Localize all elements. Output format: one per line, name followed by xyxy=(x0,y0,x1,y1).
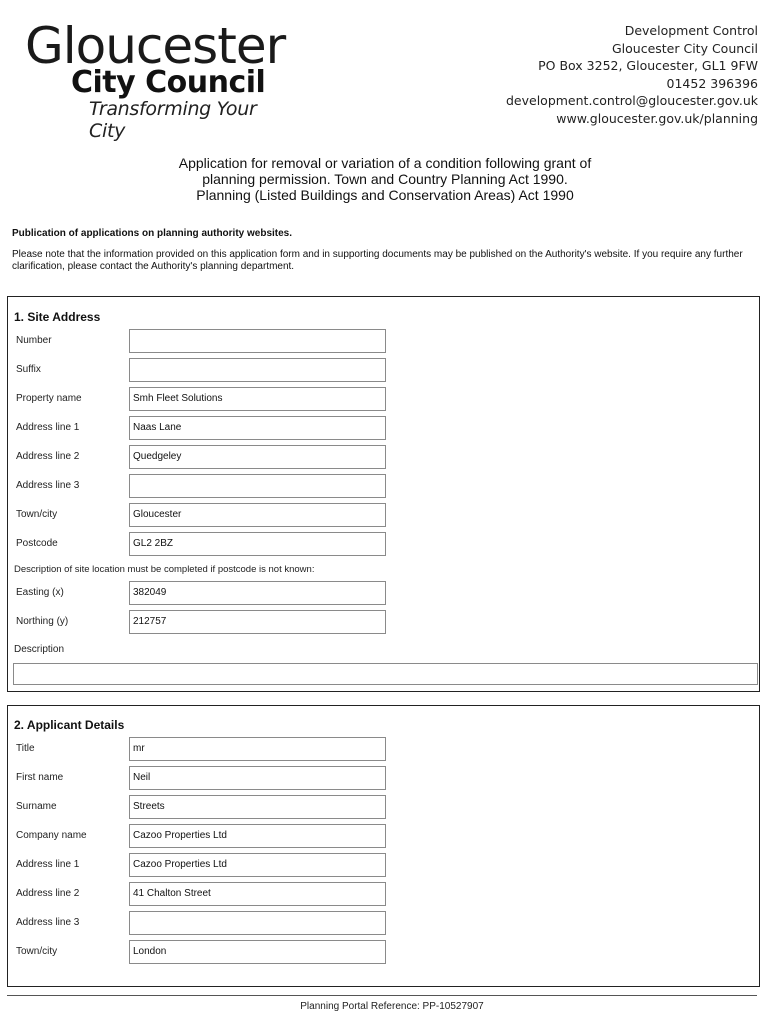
publication-note: Please note that the information provided on this application form and in supporting documents may be published on the Authority's website. If you require any further clarification, please contact the Authority's planning department. xyxy=(12,249,743,272)
surname-input[interactable]: Streets xyxy=(129,795,386,819)
property-name-input[interactable]: Smh Fleet Solutions xyxy=(129,387,386,411)
field-label: Northing (y) xyxy=(16,616,69,627)
field-label: Address line 1 xyxy=(16,422,80,433)
northing-input[interactable]: 212757 xyxy=(129,610,386,634)
company-name-input[interactable]: Cazoo Properties Ltd xyxy=(129,824,386,848)
field-label: Company name xyxy=(16,830,87,841)
section-title: 1. Site Address xyxy=(14,310,101,324)
address-line-2-input[interactable]: 41 Chalton Street xyxy=(129,882,386,906)
field-row-address-line-2 xyxy=(16,445,396,471)
field-row-town-city xyxy=(16,503,396,529)
field-label: Address line 3 xyxy=(16,917,80,928)
title-input[interactable]: mr xyxy=(129,737,386,761)
portal-reference: Planning Portal Reference: PP-10527907 xyxy=(300,1001,484,1012)
field-row-first-name xyxy=(16,766,396,792)
address-line-2-input[interactable]: Quedgeley xyxy=(129,445,386,469)
field-label: Address line 1 xyxy=(16,859,80,870)
number-input[interactable] xyxy=(129,329,386,353)
contact-address: PO Box 3252, Gloucester, GL1 9FW xyxy=(538,58,758,73)
field-label: Easting (x) xyxy=(16,587,64,598)
field-label: Town/city xyxy=(16,946,58,957)
field-row-town-city xyxy=(16,940,396,966)
address-line-1-input[interactable]: Cazoo Properties Ltd xyxy=(129,853,386,877)
field-label: First name xyxy=(16,772,64,783)
field-row-address-line-3 xyxy=(16,474,396,500)
field-row-address-line-2 xyxy=(16,882,396,908)
field-label: Address line 2 xyxy=(16,451,80,462)
contact-email: development.control@gloucester.gov.uk xyxy=(505,93,758,108)
field-row-postcode xyxy=(16,532,396,558)
field-label: Address line 3 xyxy=(16,480,80,491)
field-row-suffix xyxy=(16,358,396,384)
field-row-title xyxy=(16,737,396,763)
section-title: 2. Applicant Details xyxy=(14,718,125,732)
contact-council: Gloucester City Council xyxy=(611,40,758,56)
town-city-input[interactable]: London xyxy=(129,940,386,964)
field-label: Address line 2 xyxy=(16,888,80,899)
field-label: Property name xyxy=(16,393,82,404)
contact-dept: Development Control xyxy=(624,23,758,38)
field-label: Title xyxy=(16,743,35,754)
site-address-section xyxy=(7,296,760,692)
description-label: Description xyxy=(14,644,65,655)
field-row-company-name xyxy=(16,824,396,850)
field-label: Town/city xyxy=(16,509,58,520)
easting-input[interactable]: 382049 xyxy=(129,581,386,605)
contact-phone: 01452 396396 xyxy=(666,75,758,91)
address-line-3-input[interactable] xyxy=(129,474,386,498)
field-row-address-line-1 xyxy=(16,416,396,442)
applicant-details-section xyxy=(7,705,760,987)
field-label: Postcode xyxy=(16,538,58,549)
field-row-property-name xyxy=(16,387,396,413)
logo-line1: Gloucester xyxy=(25,17,286,75)
contact-web: www.gloucester.gov.uk/planning xyxy=(556,110,758,126)
publication-heading: Publication of applications on planning authority websites. xyxy=(12,228,293,239)
postcode-input[interactable]: GL2 2BZ xyxy=(129,532,386,556)
field-row-surname xyxy=(16,795,396,821)
field-row-address-line-1 xyxy=(16,853,396,879)
suffix-input[interactable] xyxy=(129,358,386,382)
contact-block xyxy=(506,22,758,127)
field-row-address-line-3 xyxy=(16,911,396,937)
address-line-1-input[interactable]: Naas Lane xyxy=(129,416,386,440)
field-row-easting xyxy=(16,581,396,607)
address-line-3-input[interactable] xyxy=(129,911,386,935)
field-label: Surname xyxy=(16,801,57,812)
logo-tagline: Transforming Your City xyxy=(89,98,257,142)
footer-divider xyxy=(7,995,757,996)
field-label: Suffix xyxy=(16,364,41,375)
first-name-input[interactable]: Neil xyxy=(129,766,386,790)
title-line1: Application for removal or variation of a condition following grant of xyxy=(178,155,592,171)
title-line3: Planning (Listed Buildings and Conservation Areas) Act 1990 xyxy=(196,187,574,203)
council-logo xyxy=(25,17,286,142)
description-input[interactable] xyxy=(13,663,758,685)
field-row-northing xyxy=(16,610,396,636)
field-row-number xyxy=(16,329,396,355)
logo-line2: City Council xyxy=(71,65,266,100)
field-label: Number xyxy=(16,335,52,346)
title-line2: planning permission. Town and Country Planning Act 1990. xyxy=(202,171,568,187)
document-title xyxy=(0,155,770,203)
location-note: Description of site location must be completed if postcode is not known: xyxy=(14,564,315,575)
town-city-input[interactable]: Gloucester xyxy=(129,503,386,527)
